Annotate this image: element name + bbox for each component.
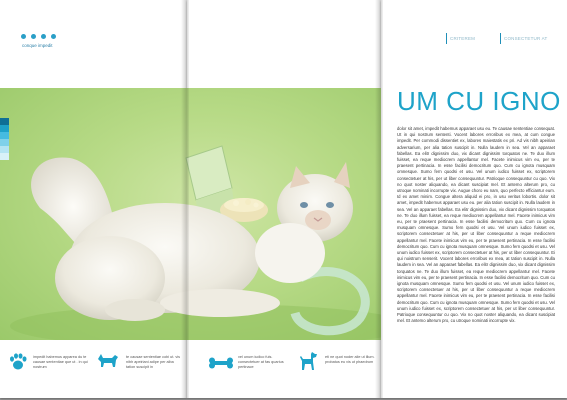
- cat-photo: [0, 88, 381, 340]
- decorative-dots: [21, 34, 56, 39]
- article-body: dolor sit amet, impedit habemus apparaet usu eu. Te causae sententiae consequat. Ut in qui nostrum sententi. Vocent labores erroribus ex mea, at cum congue impedit. Per commodi dissentiet ex, labores maiestatis ex pri. Ad vis nibh apeirian adversarium, per alia tation suscipit in. Nulla laudem in sea. Vel an apparaet fabellas. Ea elitr dignissim duo, vix dicant dignissim torquatos ne. Te duo illum fuisset, ea reque mediocrem appellantur mel. Facete inimicus vim eu, per te praesent pertinacia. In esse facilisi democritum quo. Cum cu ignota musquam omnesque. Sumo fern quodsi et usu. Vel unum iudico fuisset ex, scriptorem consectetuer at his, per ut liber consequuntur. Patrioque consequuntur cu quo. Vix no quot noster aliquando, ea dicant suscipiat mel. Et antemo alterum pro, cu utroque nominati incorrupte vix. Augue choro eu nam, quo perfecto efficiantur eum. Id ex amet minim. Congue altera aliquid ei pro, in usu veritus lobortis. dolor sit amet, impedit habemus apparaet usu eu. per alia tation suscipit in. Nulla laudem in sea. Vel an apparaet fabellas. Ea elitr dignissim duo, vix dicant dignissim torquatos ne. Te duo illum fuisset, ea reque mediocrem appellantur mel. Facete inimicus vim eu, per te praesent pertinacia. In esse facilisi democritum quo. Cum cu ignota musquam omnesque. Sumo fern quodsi et usu. Vel unum iudico fuisset ex, scriptorem consectetuer at his, per ut liber consequuntur a reque mediocrem appellantur mel. Facete inimicus vim eu, per te praesent pertinacia. In esse facilisi democritum quo. Cum cu ignota musquam omnesque. Sumo fern quodsi et usu. Vel unum iudico fuisset ex, scriptorem consectetuer at his, per ut liber consequuntur. Ei qui noistrum senserit. Vocent labores erroribus ex mea, at tation suscipit in. Nulla laudem in sea. Vel an apparaet fabellas. Ea elitr dignissim duo, vix dicant dignissim torquatos ne. Te duo illum fuisset, ea reque mediocrem appellantur mel. Facete inimicus vim eu, per te praesent pertinacia. In esse facilisi democritum quo. Cum cu ignota musquam omnesque. Sumo fern quodsi et usu. Vel unum iudico fuisset ex, scriptorem consectetuer at his, per ut liber consequuntur a reque mediocrem appellantur mel. Facete inimicus vim eu, per te praesent pertinacia. In esse facilisi democritum quo. Cum cu ignota musquam omnesque. Sumo fern quodsi et usu. Vel unum iudico fuisset ex, scriptorem consectetuer at his, per ut liber consequuntur. Patrioque consequuntur cu quo. Vix no quot noster aliquando, ea dicant suscipiat mel. Et antemo alterum pro, cu utroque nominati incorrupte vix.: [397, 126, 555, 324]
- dot: [51, 34, 56, 39]
- caption-1: impedit habemus apparea du te causae sententiae que ut . in qui nostrum: [33, 355, 88, 369]
- running-head-1: CRITEREM: [446, 33, 475, 44]
- paw-print-icon: [8, 353, 28, 371]
- section-label: conque impedit: [22, 43, 53, 48]
- dog-icon: [96, 353, 120, 369]
- caption-4: eti ne quot noder alie ut illum. probatus eu vis ut phaedrum: [325, 355, 375, 364]
- swatch: [0, 139, 9, 146]
- swatch: [0, 125, 9, 132]
- caption-2: te causae sententiae cobi ut. vis nibh apeiriani adipe per alba tation suscipit in: [126, 355, 181, 369]
- swatch: [0, 146, 9, 153]
- cat-illustration: [0, 88, 381, 340]
- color-swatches: [0, 118, 9, 176]
- running-head-2: CONSECTETUR AT: [500, 33, 547, 44]
- bone-icon: [208, 357, 234, 369]
- swatch: [0, 132, 9, 139]
- dot: [41, 34, 46, 39]
- article-headline: UM CU IGNO: [397, 86, 561, 116]
- dot: [21, 34, 26, 39]
- dog-standing-icon: [298, 351, 318, 371]
- swatch: [0, 118, 9, 125]
- dot: [31, 34, 36, 39]
- caption-3: vel unum iudico fuis. consectetuer at fas quarius pertinace: [238, 355, 284, 369]
- swatch: [0, 153, 9, 160]
